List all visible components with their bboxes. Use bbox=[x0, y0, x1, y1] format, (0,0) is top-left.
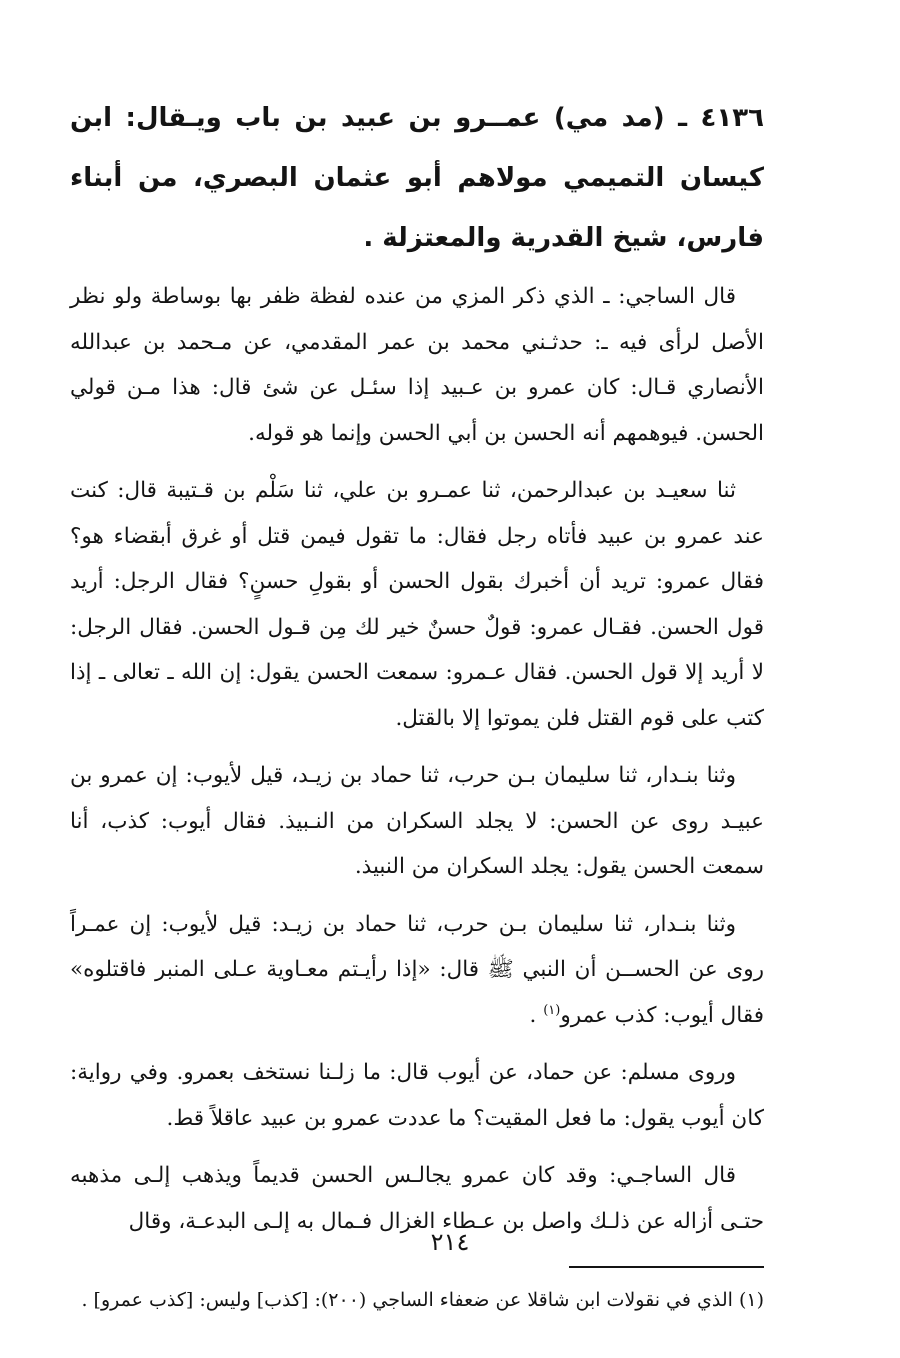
footnote-reference[interactable]: (١) bbox=[543, 1002, 561, 1018]
paragraph-5: وروى مسلم: عن حماد، عن أيوب قال: ما زلـنا نستخف بعمرو. وفي رواية: كان أيوب يقول: ما فعل المقيت؟ ما عددت عمرو بن عبيد عاقلاً قط. bbox=[70, 1060, 764, 1131]
footnote-separator bbox=[569, 1266, 764, 1268]
paragraph-3: وثنا بنـدار، ثنا سليمان بـن حرب، ثنا حماد بن زيـد، قيل لأيوب: إن عمرو بن عبيـد روى عن الحسن: لا يجلد السكران من النـبيذ. فقال أيوب: كذب، أنا سمعت الحسن يقول: يجلد السكران من النبيذ. bbox=[70, 763, 764, 879]
paragraph-1: قال الساجي: ـ الذي ذكر المزي من عنده لفظة ظفر بها بوساطة ولو نظر الأصل لرأى فيه ـ: حدثـني محمد بن عمر المقدمي، عن مـحمد بن عبدالله الأنصاري قـال: كان عمرو بن عـبيد إذا سئـل عن شئ قال: هذا مـن قولي الحسن. فيوهمهم أنه الحسن بن أبي الحسن وإنما هو قوله. bbox=[70, 284, 764, 446]
paragraph-4-tail: . bbox=[529, 1002, 544, 1028]
paragraph-2: ثنا سعيـد بن عبدالرحمن، ثنا عمـرو بن علي، ثنا سَلْم بن قـتيبة قال: كنت عند عمرو بن عبيد فأتاه رجل فقال: ما تقول فيمن قتل أو غرق أبقضاء هو؟ فقال عمرو: تريد أن أخبرك بقول الحسن أو بقولِ حسنٍ؟ فقال الرجل: أريد قول الحسن. فقـال عمرو: قولٌ حسنٌ خير لك مِن قـول الحسن. فقال الرجل: لا أريد إلا قول الحسن. فقال عـمرو: سمعت الحسن يقول: إن الله ـ تعالى ـ إذا كتب على قوم القتل فلن يموتوا إلا بالقتل. bbox=[70, 478, 764, 731]
paragraph-4 bbox=[70, 902, 764, 1039]
paragraph-6: قال الساجـي: وقد كان عمرو يجالـس الحسن قديماً ويذهب إلـى مذهبه حتـى أزاله عن ذلـك واصل بن عـطاء الغزال فـمال به إلـى البدعـة، وقال bbox=[70, 1163, 764, 1234]
page-number: ٢١٤ bbox=[430, 1228, 470, 1256]
entry-heading: ٤١٣٦ ـ (مد مي) عمــرو بن عبيد بن باب ويـقال: ابن كيسان التميمي مولاهم أبو عثمان البصري، من أبناء فارس، شيخ القدرية والمعتزلة . bbox=[70, 103, 764, 253]
paragraph-4-text: وثنا بنـدار، ثنا سليمان بـن حرب، ثنا حماد بن زيـد: قيل لأيوب: إن عمـراً روى عن الحســن أن النبي ﷺ قال: «إذا رأيـتم معـاوية عـلى المنبر فاقتلوه» فقال أيوب: كذب عمرو bbox=[70, 911, 764, 1028]
footnote: (١) الذي في نقولات ابن شاقلا عن ضعفاء الساجي (٢٠٠): [كذب] وليس: [كذب عمرو] . bbox=[81, 1289, 764, 1311]
